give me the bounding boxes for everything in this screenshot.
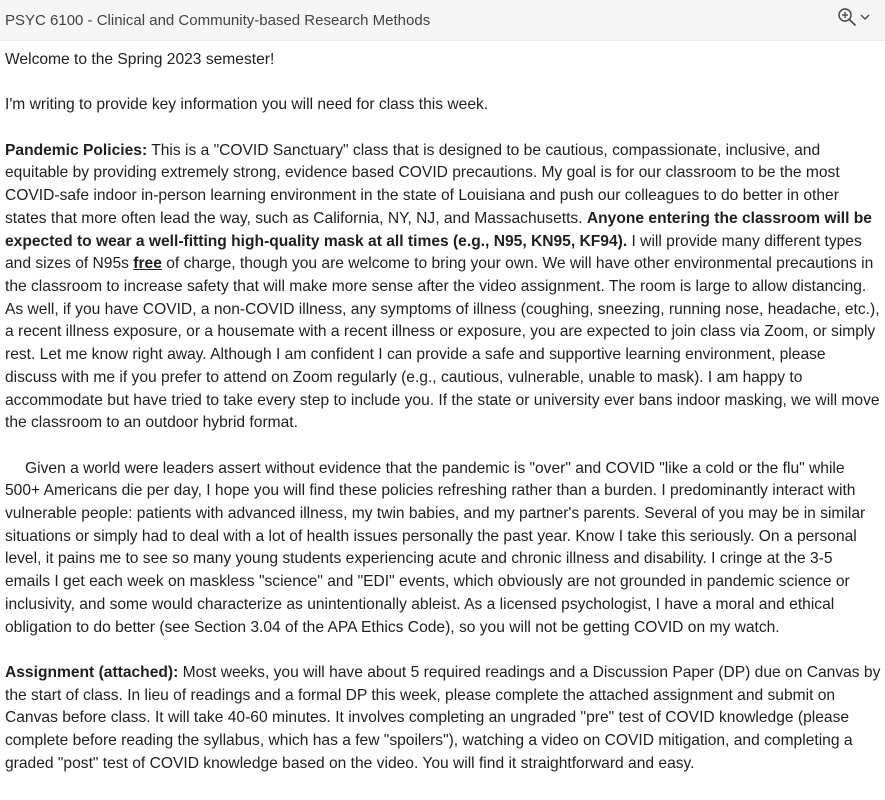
pandemic-text-3: of charge, though you are welcome to bring your own. We will have other environmental precautions in the classroom to increase safety that will make more sense after the video assignment. The room is large to allow distancing. As well, if you have COVID, a non-COVID illness, any symptoms of illness (coughing, sneezing, running nose, headache, etc.), a recent illness exposure, or a housemate with a recent illness or exposure, you are expected to join class via Zoom, or simply rest. Let me know right away. Although I am confident I can provide a safe and supportive learning environment, please discuss with me if you prefer to attend on Zoom regularly (e.g., cautious, vulnerable, unable to mask). I am happy to accommodate but have tried to take every step to include you. If the state or university ever bans indoor masking, we will move the classroom to an outdoor hybrid format. (5, 255, 880, 432)
pandemic-policies-paragraph (5, 140, 881, 435)
intro-text: I'm writing to provide key information you will need for class this week. (5, 96, 489, 114)
mask-requirement-text: Anyone entering the classroom will be expected to wear a well-fitting high-quality mask at all times (e.g., N95, KN95, KF94). (5, 209, 872, 250)
pandemic-text-1: This is a "COVID Sanctuary" class that is designed to be cautious, compassionate, inclusive, and equitable by providing extremely strong, evidence based COVID precautions. My goal is for our classroom to be the most COVID-safe indoor in-person learning environment in the state of Louisiana and push our colleagues to do better in other states that more often lead the way, such as California, NY, NJ, and Massachusetts. (5, 141, 840, 227)
header-tools (837, 7, 871, 32)
pandemic-policies-label: Pandemic Policies: (5, 141, 148, 159)
assignment-paragraph (5, 662, 881, 776)
zoom-in-icon (837, 7, 857, 32)
pandemic-text-2: I will provide many different types and sizes of N95s (5, 232, 862, 273)
world-paragraph: Given a world were leaders assert without evidence that the pandemic is "over" and COVID "like a cold or the flu" while 500+ Americans die per day, I hope you will find these policies refreshing rather than a burden. I predominantly interact with vulnerable people: patients with advanced illness, my twin babies, and my partner's parents. Several of you may be in similar situations or simply had to deal with a lot of health issues personally the past year. Know I take this seriously. On a personal level, it pains me to see so many young students experiencing acute and chronic illness and disability. I cringe at the 3-5 emails I get each week on maskless "science" and "EDI" events, which obviously are not grounded in pandemic science or inclusivity, and some would characterize as unintentionally ableist. As a licensed psychologist, I have a moral and ethical obligation to do better (see Section 3.04 of the APA Ethics Code), so you will not be getting COVID on my watch. (5, 459, 866, 636)
free-emphasis: free (133, 255, 162, 273)
zoom-menu-button[interactable] (859, 7, 871, 32)
message-subject: PSYC 6100 - Clinical and Community-based Research Methods (5, 11, 431, 29)
message-header (0, 0, 885, 41)
greeting-text: Welcome to the Spring 2023 semester! (5, 51, 275, 68)
assignment-text: Most weeks, you will have about 5 required readings and a Discussion Paper (DP) due on Canvas by the start of class. In lieu of readings and a formal DP this week, please complete the attached assignment and submit on Canvas before class. It will take 40-60 minutes. It involves completing an ungraded "pre" test of COVID knowledge (please complete before reading the syllabus, which has a few "spoilers"), watching a video on COVID mitigation, and completing a graded "post" test of COVID knowledge based on the video. You will find it straightforward and easy. (5, 663, 881, 772)
message-body (0, 41, 885, 775)
assignment-label: Assignment (attached): (5, 663, 179, 681)
chevron-down-icon (859, 7, 871, 32)
zoom-button[interactable] (837, 7, 857, 32)
